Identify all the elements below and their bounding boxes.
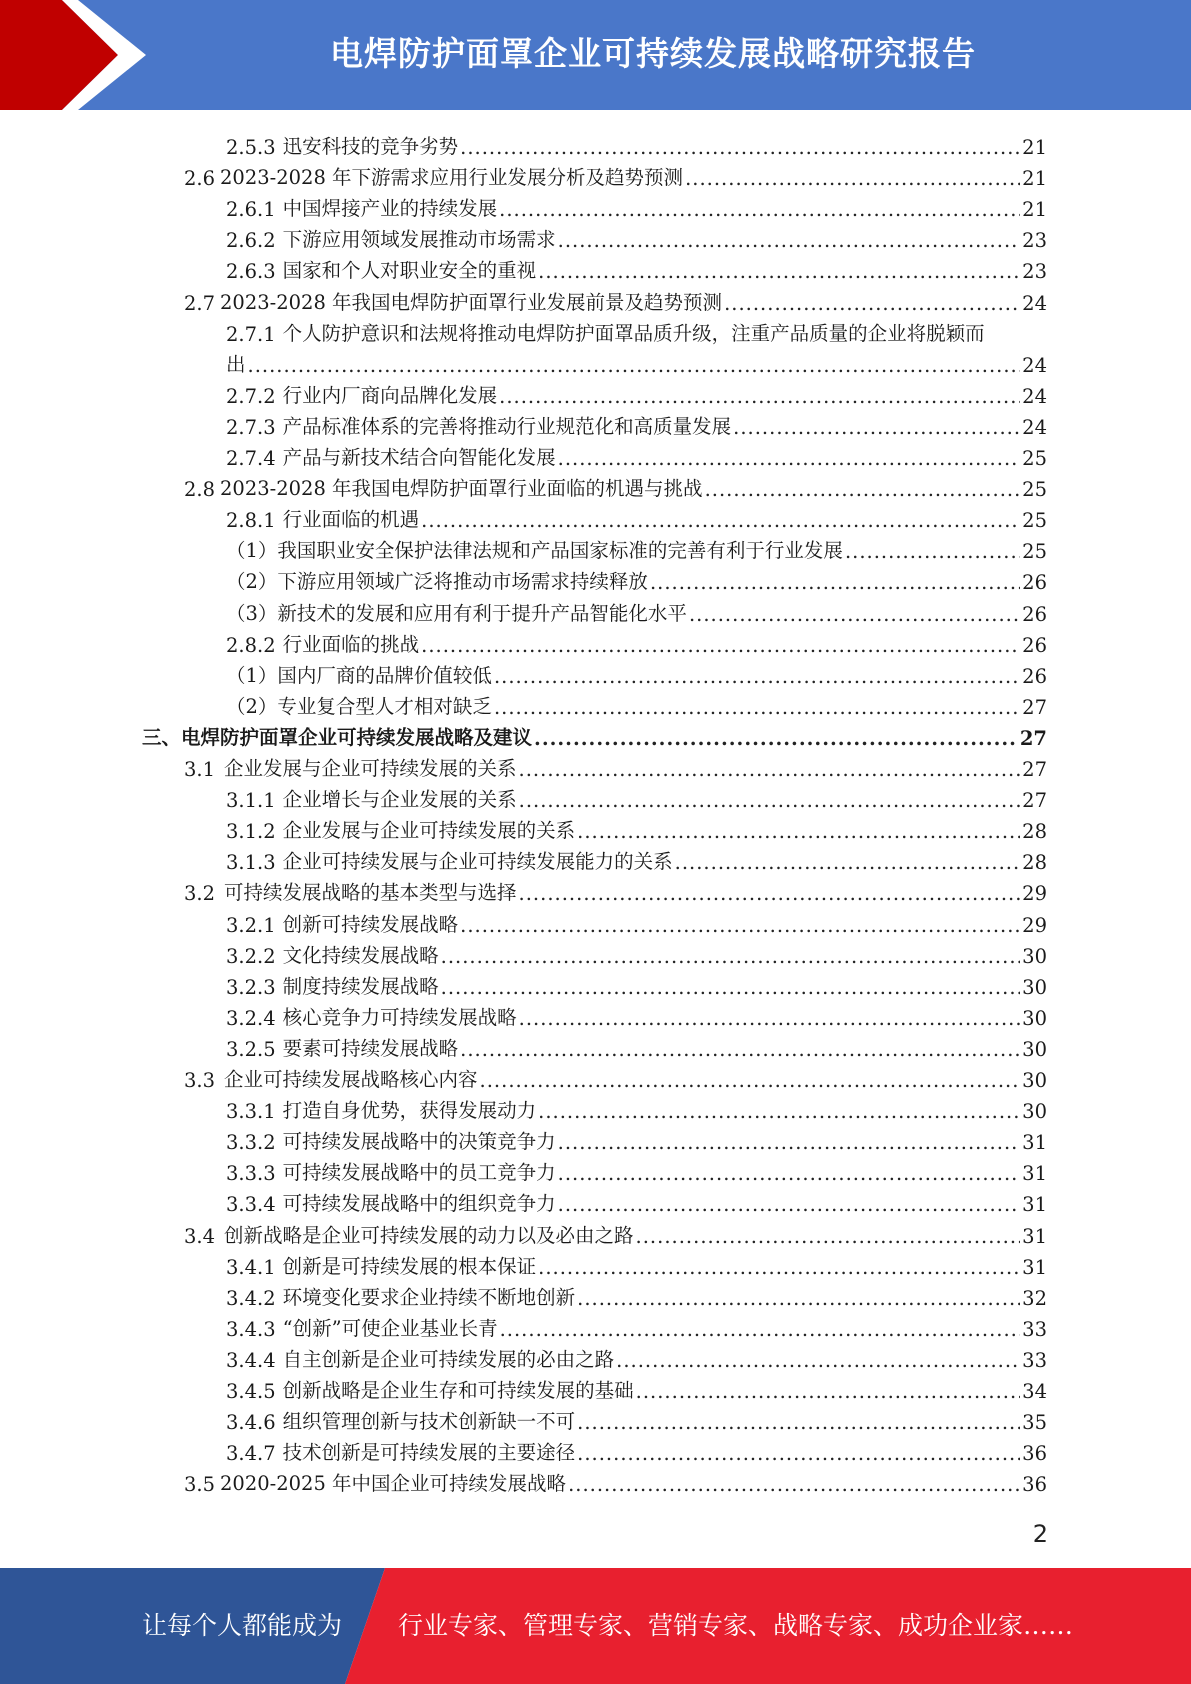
toc-leader-dots — [538, 1256, 1020, 1279]
toc-entry-label: 2.8 — [184, 478, 216, 502]
toc-entry-label: 3.2.3 — [226, 975, 276, 999]
toc-entry[interactable] — [226, 532, 1047, 563]
toc-leader-dots — [500, 1318, 1021, 1341]
toc-entry-label: 2.5.3 — [226, 136, 276, 159]
toc-entry-label: 三、 — [142, 725, 182, 749]
toc-entry-label: 3.3.4 — [226, 1193, 276, 1217]
toc-page-number: 30 — [1022, 1069, 1047, 1092]
toc-entry-title: 企业可持续发展战略核心内容 — [224, 1068, 478, 1091]
toc-entry[interactable] — [184, 750, 1047, 781]
toc-entry-label: 3.1 — [184, 758, 216, 781]
toc-leader-dots — [499, 385, 1020, 408]
toc-entry[interactable] — [226, 968, 1047, 999]
toc-leader-dots — [494, 696, 1020, 719]
toc-page-number: 27 — [1022, 789, 1047, 813]
toc-entry[interactable] — [226, 595, 1047, 626]
toc-entry-title: 组织管理创新与技术创新缺一不可 — [282, 1410, 576, 1434]
toc-page-number: 35 — [1022, 1411, 1047, 1435]
footer-banner — [0, 1568, 1191, 1684]
toc-entry-label: 3.4.1 — [226, 1255, 276, 1279]
toc-entry[interactable] — [226, 501, 1047, 532]
toc-entry-label: 3.3 — [184, 1069, 216, 1092]
toc-entry-label: 3.4.4 — [226, 1348, 276, 1372]
toc-entry[interactable] — [184, 874, 1047, 905]
toc-entry-continuation[interactable] — [226, 346, 1047, 377]
toc-entry-title: 行业面临的挑战 — [282, 632, 420, 656]
toc-entry-label: 3.4.6 — [226, 1411, 276, 1435]
toc-entry-title-continued: 出 — [226, 352, 246, 376]
toc-leader-dots — [577, 1287, 1020, 1310]
toc-entry[interactable] — [226, 1092, 1047, 1123]
toc-entry-title: 行业内厂商向品牌化发展 — [282, 383, 498, 407]
toc-entry-label: 3.3.3 — [226, 1162, 276, 1186]
toc-entry-label: 3.2.2 — [226, 944, 276, 968]
toc-page-number: 30 — [1022, 975, 1047, 999]
toc-page-number: 25 — [1022, 509, 1047, 533]
toc-entry-title: 要素可持续发展战略 — [282, 1036, 459, 1060]
toc-entry[interactable] — [226, 252, 1047, 283]
toc-page-number: 29 — [1022, 882, 1047, 906]
toc-page-number: 23 — [1022, 260, 1047, 284]
toc-entry-label: 2.8.2 — [226, 633, 276, 657]
toc-leader-dots — [558, 1193, 1021, 1216]
toc-page-number: 23 — [1022, 229, 1047, 253]
toc-leader-dots — [733, 416, 1020, 439]
toc-leader-dots — [519, 758, 1021, 781]
toc-entry-title: 创新可持续发展战略 — [282, 912, 459, 936]
toc-entry[interactable] — [226, 1403, 1047, 1434]
toc-entry[interactable] — [226, 626, 1047, 657]
toc-entry[interactable] — [226, 1279, 1047, 1310]
toc-page-number: 36 — [1022, 1442, 1047, 1466]
toc-entry-label: 2.6.1 — [226, 198, 276, 222]
toc-leader-dots — [636, 1380, 1021, 1403]
toc-entry-title: 企业发展与企业可持续发展的关系 — [224, 757, 517, 780]
toc-leader-dots — [248, 354, 1021, 377]
toc-entry-title: 技术创新是可持续发展的主要途径 — [282, 1441, 576, 1465]
toc-page-number: 30 — [1022, 1100, 1047, 1124]
footer-slogan-left: 让每个人都能成为 — [142, 1611, 343, 1640]
toc-leader-dots — [538, 1100, 1020, 1123]
toc-leader-dots — [650, 571, 1020, 594]
toc-entry-title: 可持续发展战略中的决策竞争力 — [282, 1130, 556, 1154]
toc-entry-title: 电焊防护面罩企业可持续发展战略及建议 — [181, 725, 533, 749]
toc-entry-label: 3.4.5 — [226, 1380, 276, 1403]
toc-leader-dots — [577, 1442, 1020, 1465]
footer-slogan-right: 行业专家、管理专家、营销专家、战略专家、成功企业家…… — [398, 1611, 1074, 1640]
toc-entry[interactable] — [226, 688, 1047, 719]
toc-page-number: 21 — [1022, 167, 1047, 191]
toc-entry-title: 2023-2028 年下游需求应用行业发展分析及趋势预测 — [220, 166, 684, 190]
toc-leader-dots — [538, 260, 1020, 283]
toc-page-number: 33 — [1022, 1348, 1047, 1372]
toc-entry-title: 个人防护意识和法规将推动电焊防护面罩品质升级，注重产品质量的企业将脱颖而 — [282, 321, 985, 345]
toc-entry[interactable] — [226, 937, 1047, 968]
toc-page-number: 25 — [1022, 540, 1047, 564]
toc-leader-dots — [421, 509, 1020, 532]
toc-entry[interactable] — [226, 906, 1047, 937]
toc-entry-title: “创新”可使企业基业长青 — [282, 1316, 498, 1340]
toc-entry-label: （1） — [226, 539, 278, 563]
toc-entry-title: 创新战略是企业可持续发展的动力以及必由之路 — [224, 1223, 634, 1247]
toc-page-number: 30 — [1022, 1006, 1047, 1030]
toc-entry-label: 2.7 — [184, 291, 216, 315]
toc-entry-title: 创新战略是企业生存和可持续发展的基础 — [282, 1379, 634, 1402]
toc-entry-title: 企业发展与企业可持续发展的关系 — [282, 819, 576, 843]
toc-leader-dots — [558, 1162, 1021, 1185]
toc-page-number: 26 — [1022, 602, 1047, 626]
toc-entry-title: 企业增长与企业发展的关系 — [282, 788, 517, 812]
toc-entry-title: 产品标准体系的完善将推动行业规范化和高质量发展 — [282, 414, 732, 438]
report-header — [0, 0, 1191, 110]
toc-leader-dots — [519, 789, 1021, 812]
toc-leader-dots — [421, 634, 1020, 657]
toc-entry[interactable] — [226, 1310, 1047, 1341]
toc-entry-label: 3.1.1 — [226, 789, 276, 813]
toc-entry-title: 2020-2025 年中国企业可持续发展战略 — [220, 1472, 567, 1496]
toc-leader-dots — [494, 665, 1020, 688]
toc-page-number: 28 — [1022, 851, 1047, 875]
toc-page-number: 21 — [1022, 136, 1047, 159]
toc-entry-label: 3.3.1 — [226, 1100, 276, 1124]
toc-leader-dots — [577, 820, 1020, 843]
toc-page-number: 30 — [1022, 944, 1047, 968]
toc-entry-title: 2023-2028 年我国电焊防护面罩行业面临的机遇与挑战 — [220, 477, 703, 501]
toc-entry[interactable] — [226, 128, 1047, 159]
toc-entry-title: 行业面临的机遇 — [282, 508, 420, 532]
toc-page-number: 24 — [1022, 384, 1047, 408]
toc-leader-dots — [441, 945, 1021, 968]
toc-page-number: 31 — [1022, 1162, 1047, 1186]
toc-page-number: 27 — [1022, 695, 1047, 719]
toc-entry[interactable] — [184, 1061, 1047, 1092]
toc-page-number: 32 — [1022, 1286, 1047, 1310]
toc-leader-dots — [724, 292, 1020, 315]
toc-entry[interactable] — [226, 1123, 1047, 1154]
toc-entry[interactable] — [226, 439, 1047, 470]
toc-leader-dots — [441, 976, 1021, 999]
toc-entry[interactable] — [184, 470, 1047, 501]
toc-entry[interactable] — [226, 1030, 1047, 1061]
toc-entry-title: 专业复合型人才相对缺乏 — [277, 694, 492, 718]
toc-entry[interactable] — [226, 812, 1047, 843]
toc-entry-label: 3.4.2 — [226, 1286, 276, 1310]
toc-entry-label: 2.7.4 — [226, 447, 276, 470]
toc-entry-label: 3.4.3 — [226, 1317, 276, 1341]
toc-entry-label: 3.1.2 — [226, 820, 276, 844]
toc-leader-dots — [499, 198, 1020, 221]
toc-entry[interactable] — [226, 1372, 1047, 1403]
toc-page-number: 25 — [1022, 478, 1047, 502]
toc-entry[interactable] — [226, 781, 1047, 812]
toc-entry[interactable] — [226, 563, 1047, 594]
toc-page-number: 25 — [1022, 447, 1047, 470]
toc-leader-dots — [845, 540, 1020, 563]
toc-entry-title: 企业可持续发展与企业可持续发展能力的关系 — [282, 850, 673, 874]
toc-entry-label: 2.7.1 — [226, 322, 276, 346]
toc-page-number: 21 — [1022, 198, 1047, 222]
toc-leader-dots — [480, 1069, 1021, 1092]
toc-entry-label: 3.3.2 — [226, 1131, 276, 1155]
toc-entry-title: 迅安科技的竞争劣势 — [282, 135, 459, 158]
toc-leader-dots — [534, 727, 1018, 750]
toc-entry-title: 新技术的发展和应用有利于提升产品智能化水平 — [277, 601, 687, 625]
toc-page-number: 26 — [1022, 664, 1047, 688]
toc-entry-label: （2） — [226, 570, 278, 594]
toc-entry[interactable] — [184, 1465, 1047, 1496]
toc-entry-title: 可持续发展战略的基本类型与选择 — [224, 881, 517, 905]
toc-entry-label: 3.2 — [184, 882, 216, 906]
toc-entry-title: 下游应用领域广泛将推动市场需求持续释放 — [277, 570, 648, 594]
toc-page-number: 28 — [1022, 820, 1047, 844]
toc-entry-label: 3.1.3 — [226, 851, 276, 875]
toc-leader-dots — [460, 1038, 1020, 1061]
toc-entry[interactable] — [226, 1434, 1047, 1465]
toc-page-number: 27 — [1019, 726, 1047, 750]
toc-entry-label: （2） — [226, 694, 278, 718]
toc-page-number: 31 — [1022, 1193, 1047, 1217]
toc-entry[interactable] — [226, 408, 1047, 439]
toc-entry-title: 创新是可持续发展的根本保证 — [282, 1254, 537, 1278]
toc-entry-title: 国家和个人对职业安全的重视 — [282, 259, 537, 283]
toc-entry-label: 2.6.3 — [226, 260, 276, 284]
toc-page-number: 31 — [1022, 1255, 1047, 1279]
toc-leader-dots — [705, 478, 1021, 501]
toc-entry-title: 可持续发展战略中的员工竞争力 — [282, 1161, 556, 1185]
toc-entry[interactable] — [184, 1217, 1047, 1248]
toc-page-number: 26 — [1022, 633, 1047, 657]
toc-page-number: 24 — [1022, 415, 1047, 439]
toc-leader-dots — [519, 882, 1021, 905]
toc-entry[interactable] — [226, 1248, 1047, 1279]
toc-leader-dots — [558, 447, 1021, 470]
toc-entry-label: 2.8.1 — [226, 509, 276, 533]
toc-entry-label: 3.2.4 — [226, 1006, 276, 1030]
toc-entry-label: 3.2.5 — [226, 1037, 276, 1061]
toc-page-number: 26 — [1022, 571, 1047, 595]
toc-entry-title: 产品与新技术结合向智能化发展 — [282, 446, 556, 469]
toc-entry[interactable] — [226, 190, 1047, 221]
toc-page-number: 27 — [1022, 758, 1047, 781]
toc-page-number: 24 — [1022, 353, 1047, 377]
toc-entry-title: 下游应用领域发展推动市场需求 — [282, 228, 556, 252]
toc-entry-title: 制度持续发展战略 — [282, 974, 439, 998]
toc-leader-dots — [558, 229, 1021, 252]
toc-entry[interactable] — [184, 159, 1047, 190]
toc-leader-dots — [689, 603, 1020, 626]
toc-entry-label: 3.4.7 — [226, 1442, 276, 1466]
toc-page-number: 29 — [1022, 913, 1047, 937]
toc-page-number: 31 — [1022, 1224, 1047, 1248]
toc-entry[interactable] — [226, 1341, 1047, 1372]
toc-entry-label: 2.6 — [184, 167, 216, 191]
toc-entry-label: 2.7.3 — [226, 415, 276, 439]
toc-entry[interactable] — [226, 315, 1047, 346]
toc-entry-label: （3） — [226, 601, 278, 625]
toc-entry[interactable] — [226, 999, 1047, 1030]
toc-page-number: 34 — [1022, 1380, 1047, 1403]
toc-entry-label: 3.2.1 — [226, 913, 276, 937]
toc-entry[interactable] — [184, 284, 1047, 315]
toc-entry-label: 3.5 — [184, 1473, 216, 1497]
toc-entry[interactable] — [226, 1154, 1047, 1185]
toc-entry-label: （1） — [226, 663, 278, 687]
page-number: 2 — [1032, 1520, 1048, 1548]
toc-leader-dots — [460, 136, 1020, 159]
toc-entry-title: 国内厂商的品牌价值较低 — [277, 663, 492, 687]
toc-page-number: 24 — [1022, 291, 1047, 315]
toc-entry[interactable] — [226, 1185, 1047, 1216]
toc-entry-title: 我国职业安全保护法律法规和产品国家标准的完善有利于行业发展 — [277, 539, 843, 563]
toc-page-number: 31 — [1022, 1131, 1047, 1155]
toc-entry-title: 核心竞争力可持续发展战略 — [282, 1005, 517, 1029]
toc-leader-dots — [685, 167, 1020, 190]
toc-leader-dots — [460, 914, 1020, 937]
toc-entry[interactable] — [226, 221, 1047, 252]
toc-leader-dots — [636, 1225, 1021, 1248]
toc-leader-dots — [558, 1131, 1021, 1154]
toc-page-number: 36 — [1022, 1473, 1047, 1497]
toc-entry[interactable] — [226, 377, 1047, 408]
toc-entry-label: 2.6.2 — [226, 229, 276, 253]
toc-entry[interactable] — [142, 719, 1047, 750]
toc-leader-dots — [519, 1007, 1021, 1030]
toc-leader-dots — [616, 1349, 1020, 1372]
toc-page-number: 30 — [1022, 1037, 1047, 1061]
toc-page-number: 33 — [1022, 1317, 1047, 1341]
toc-entry-title: 环境变化要求企业持续不断地创新 — [282, 1285, 576, 1309]
toc-entry-label: 3.4 — [184, 1224, 216, 1248]
toc-leader-dots — [568, 1473, 1020, 1496]
toc-entry-title: 文化持续发展战略 — [282, 943, 439, 967]
toc-leader-dots — [577, 1411, 1020, 1434]
toc-entry-title: 可持续发展战略中的组织竞争力 — [282, 1192, 556, 1216]
toc-leader-dots — [675, 851, 1021, 874]
toc-entry[interactable] — [226, 843, 1047, 874]
toc-entry-title: 2023-2028 年我国电焊防护面罩行业发展前景及趋势预测 — [220, 290, 723, 314]
report-title: 电焊防护面罩企业可持续发展战略研究报告 — [330, 34, 976, 73]
toc-entry-label: 2.7.2 — [226, 384, 276, 408]
toc-entry-title: 自主创新是企业可持续发展的必由之路 — [282, 1347, 615, 1371]
toc-entry[interactable] — [226, 657, 1047, 688]
toc-entry-title: 打造自身优势，获得发展动力 — [282, 1099, 537, 1123]
toc-entry-title: 中国焊接产业的持续发展 — [282, 197, 498, 221]
